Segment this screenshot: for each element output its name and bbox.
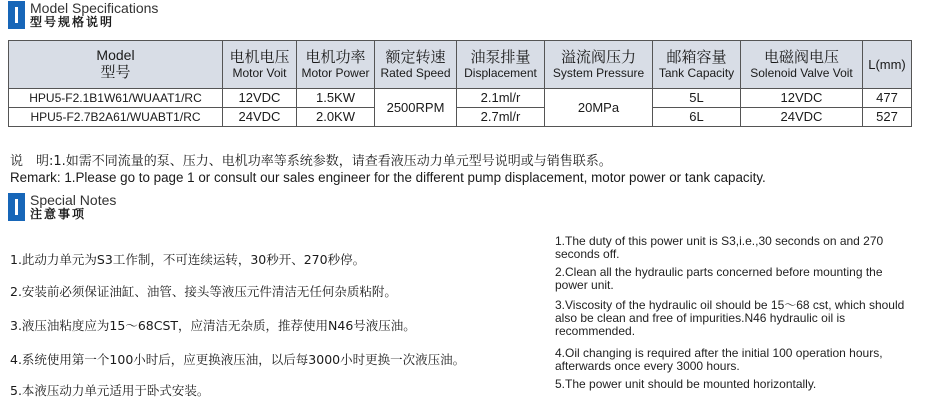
cell-tank-capacity: 5L (653, 89, 741, 108)
note-cn-2: 2.安装前必须保证油缸、油管、接头等液压元件清洁无任何杂质粘附。 (10, 284, 397, 299)
cell-rated-speed: 2500RPM (375, 89, 457, 127)
cell-displacement: 2.1ml/r (457, 89, 545, 108)
remark-cn: 说 明:1.如需不同流量的泵、压力、电机功率等系统参数，请查看液压动力单元型号说明或与销售联系。 (10, 154, 612, 169)
cell-motor-power: 2.0KW (297, 108, 375, 127)
header-length: L(mm) (863, 41, 912, 89)
cell-valve-voltage: 24VDC (741, 108, 863, 127)
note-en-4: 4.Oil changing is required after the initial 100 operation hours, afterwards once every 3000 hours. (555, 346, 883, 373)
model-specifications-heading (8, 1, 158, 29)
cell-motor-voltage: 24VDC (223, 108, 297, 127)
header-rated-speed: 额定转速 Rated Speed (375, 41, 457, 89)
cell-length: 477 (863, 89, 912, 108)
table-row (9, 89, 912, 108)
special-notes-heading (8, 193, 116, 221)
header-displacement: 油泵排量 Displacement (457, 41, 545, 89)
cell-length: 527 (863, 108, 912, 127)
header-motor-voltage: 电机电压 Motor Voit (223, 41, 297, 89)
note-en-1: 1.The duty of this power unit is S3,i.e.,30 seconds on and 270 seconds off. (555, 234, 884, 261)
cell-tank-capacity: 6L (653, 108, 741, 127)
note-cn-3: 3.液压油粘度应为15～68CST，应清洁无杂质，推荐使用N46号液压油。 (10, 318, 416, 333)
note-en-3: 3.Viscosity of the hydraulic oil should be 15～68 cst, which should also be clean and free of impurities.N46 hydraulic oil is recommended. (555, 298, 905, 338)
section-title-cn: 注意事项 (30, 207, 87, 221)
header-valve-voltage: 电磁阀电压 Solenoid Valve Voit (741, 41, 863, 89)
section-title-en: Model Specifications (30, 0, 159, 16)
section-marker-icon (8, 193, 25, 221)
cell-motor-voltage: 12VDC (223, 89, 297, 108)
cell-model: HPU5-F2.7B2A61/WUABT1/RC (9, 108, 223, 127)
table-row (9, 108, 912, 127)
header-tank-capacity: 邮箱容量 Tank Capacity (653, 41, 741, 89)
section-marker-icon (8, 1, 25, 29)
remark-en: Remark: 1.Please go to page 1 or consult our sales engineer for the different pump displacement, motor power or tank capacity. (10, 170, 766, 185)
cell-displacement: 2.7ml/r (457, 108, 545, 127)
model-spec-table (8, 40, 912, 127)
header-motor-power: 电机功率 Motor Power (297, 41, 375, 89)
header-system-pressure: 溢流阀压力 System Pressure (545, 41, 653, 89)
note-cn-4: 4.系统使用第一个100小时后，应更换液压油，以后每3000小时更换一次液压油。 (10, 352, 466, 367)
cell-valve-voltage: 12VDC (741, 89, 863, 108)
note-en-5: 5.The power unit should be mounted horizontally. (555, 377, 817, 391)
cell-system-pressure: 20MPa (545, 89, 653, 127)
section-title-en: Special Notes (30, 192, 117, 208)
note-cn-1: 1.此动力单元为S3工作制，不可连续运转，30秒开、270秒停。 (10, 252, 366, 267)
section-title-cn: 型号规格说明 (30, 15, 115, 29)
table-header-row (9, 41, 912, 89)
note-en-2: 2.Clean all the hydraulic parts concerned before mounting the power unit. (555, 265, 883, 292)
cell-model: HPU5-F2.1B1W61/WUAAT1/RC (9, 89, 223, 108)
cell-motor-power: 1.5KW (297, 89, 375, 108)
header-model: Model 型号 (9, 41, 223, 89)
note-cn-5: 5.本液压动力单元适用于卧式安装。 (10, 383, 210, 398)
